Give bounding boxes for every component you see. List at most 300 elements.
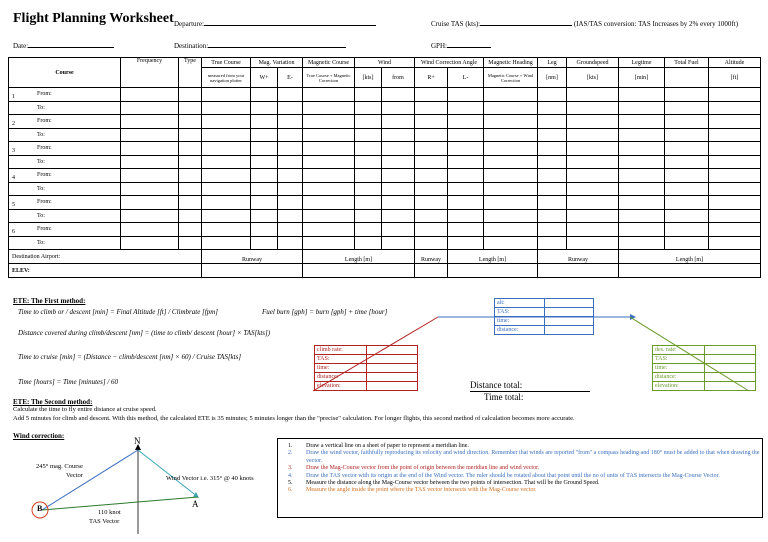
leg-data-cell[interactable] [538, 142, 567, 156]
length-1: Length [m] [303, 250, 415, 264]
leg-data-cell[interactable] [355, 128, 382, 142]
elev-label: ELEV: [9, 264, 202, 278]
leg-to-cell[interactable] [9, 209, 121, 223]
date-label: Date: [13, 42, 29, 50]
profile-field-label: TAS: [653, 355, 705, 363]
leg-data-cell[interactable] [448, 101, 484, 115]
time-total: Time total: [484, 392, 524, 402]
leg-data-cell[interactable] [202, 182, 251, 196]
step-text: Draw a vertical line on a sheet of paper to represent a meridian line. [306, 443, 469, 449]
col-type: Type [179, 58, 202, 88]
col-magnetic-heading: Magnetic Heading [484, 58, 538, 68]
leg-data-cell[interactable] [567, 209, 619, 223]
leg-data-cell[interactable] [355, 236, 382, 250]
leg-data-cell[interactable] [484, 155, 538, 169]
leg-data-cell[interactable] [484, 223, 538, 237]
leg-data-cell[interactable] [303, 101, 355, 115]
destination-label: Destination: [174, 42, 209, 50]
formula-fuel: Fuel burn [gph] = burn [gph] + time [hour] [262, 308, 388, 316]
leg-to-cell[interactable] [9, 182, 121, 196]
profile-field-label: TAS: [315, 355, 367, 363]
profile-field-label: distance: [653, 373, 705, 381]
leg-data-cell[interactable] [709, 128, 761, 142]
leg-data-cell[interactable] [665, 101, 709, 115]
profile-field-value[interactable] [367, 355, 417, 363]
leg-data-cell[interactable] [665, 223, 709, 237]
leg-data-cell[interactable] [121, 236, 179, 250]
leg-data-cell[interactable] [538, 101, 567, 115]
leg-data-cell[interactable] [567, 142, 619, 156]
magnetic-heading-sub: Magnetic Course + Wind Correction [487, 72, 534, 83]
leg-data-cell[interactable] [448, 155, 484, 169]
leg-data-cell[interactable] [303, 196, 355, 210]
leg-data-cell[interactable] [448, 169, 484, 183]
leg-to-cell[interactable] [9, 236, 121, 250]
mag-w: W+ [251, 68, 278, 88]
from-label: From: [37, 226, 52, 233]
profile-field-row [653, 346, 755, 354]
profile-field-value[interactable] [705, 346, 755, 354]
leg-number: 3 [12, 148, 15, 154]
leg-data-cell[interactable] [415, 142, 448, 156]
leg-data-cell[interactable] [709, 88, 761, 102]
leg-data-cell[interactable] [448, 223, 484, 237]
leg-from-cell[interactable] [9, 142, 121, 156]
profile-field-row [315, 372, 417, 381]
leg-data-cell[interactable] [709, 182, 761, 196]
leg-data-cell[interactable] [484, 209, 538, 223]
leg-data-cell[interactable] [121, 142, 179, 156]
step-text: Draw the wind vector, faithfully reproducing its velocity and wind direction. Remember that winds are reported "from" a compass heading and 180° must be added to that when drawing the vector. [306, 450, 760, 464]
leg-data-cell[interactable] [382, 223, 415, 237]
profile-field-row [653, 363, 755, 372]
leg-data-cell[interactable] [382, 101, 415, 115]
leg-data-cell[interactable] [567, 88, 619, 102]
formula-climb: Time to climb or / descent [min] = Final Altitude [ft] / Climbrate [fpm] [18, 308, 219, 316]
profile-field-value[interactable] [367, 346, 417, 354]
leg-data-cell[interactable] [484, 182, 538, 196]
leg-data-cell[interactable] [278, 101, 303, 115]
profile-field-label: distance: [315, 373, 367, 381]
leg-data-cell[interactable] [355, 101, 382, 115]
date-field[interactable] [13, 39, 114, 50]
leg-data-cell[interactable] [303, 115, 355, 129]
leg-data-cell[interactable] [448, 209, 484, 223]
second-method-line1: Calculate the time to fly entire distance at cruise speed. [13, 406, 157, 413]
profile-field-value[interactable] [367, 373, 417, 381]
north-label: N [134, 436, 141, 446]
leg-data-cell[interactable] [709, 236, 761, 250]
leg-data-cell[interactable] [415, 223, 448, 237]
leg-data-cell[interactable] [251, 196, 278, 210]
leg-data-cell[interactable] [202, 169, 251, 183]
profile-field-label: time: [495, 317, 545, 325]
profile-field-value[interactable] [367, 364, 417, 372]
leg-data-cell[interactable] [709, 223, 761, 237]
step-number: 1. [288, 443, 293, 449]
leg-data-cell[interactable] [665, 128, 709, 142]
leg-data-cell[interactable] [303, 142, 355, 156]
step-number: 6. [288, 487, 293, 494]
leg-data-cell[interactable] [251, 115, 278, 129]
leg-data-cell[interactable] [665, 155, 709, 169]
gph-field[interactable] [431, 39, 491, 50]
leg-data-cell[interactable] [619, 182, 665, 196]
leg-data-cell[interactable] [619, 155, 665, 169]
leg-data-cell[interactable] [278, 209, 303, 223]
leg-data-cell[interactable] [567, 196, 619, 210]
leg-data-cell[interactable] [619, 209, 665, 223]
leg-data-cell[interactable] [709, 155, 761, 169]
leg-data-cell[interactable] [448, 88, 484, 102]
leg-to-cell[interactable] [9, 101, 121, 115]
leg-data-cell[interactable] [619, 101, 665, 115]
ete-second-title: ETE: The Second method: [13, 398, 93, 406]
leg-data-cell[interactable] [665, 196, 709, 210]
wind-correction-title: Wind correction: [13, 432, 65, 440]
wind-vector [138, 450, 198, 497]
leg-data-cell[interactable] [382, 142, 415, 156]
leg-data-cell[interactable] [382, 169, 415, 183]
leg-data-cell[interactable] [179, 209, 202, 223]
leg-data-cell[interactable] [251, 223, 278, 237]
leg-data-cell[interactable] [448, 115, 484, 129]
point-b-label: B [37, 504, 43, 513]
leg-data-cell[interactable] [303, 88, 355, 102]
leg-data-cell[interactable] [355, 223, 382, 237]
leg-row-2-to [9, 128, 761, 142]
profile-field-value[interactable] [705, 364, 755, 372]
leg-data-cell[interactable] [202, 142, 251, 156]
leg-data-cell[interactable] [709, 209, 761, 223]
leg-data-cell[interactable] [709, 169, 761, 183]
cruise-tas-field[interactable] [431, 17, 738, 28]
profile-field-label: alt: [495, 299, 545, 307]
leg-data-cell[interactable] [355, 209, 382, 223]
leg-from-cell[interactable] [9, 88, 121, 102]
leg-data-cell[interactable] [538, 236, 567, 250]
leg-data-cell[interactable] [303, 223, 355, 237]
leg-data-cell[interactable] [251, 236, 278, 250]
profile-field-label: time: [653, 364, 705, 372]
leg-data-cell[interactable] [278, 88, 303, 102]
leg-data-cell[interactable] [538, 128, 567, 142]
leg-data-cell[interactable] [415, 169, 448, 183]
col-groundspeed: Groundspeed [567, 58, 619, 68]
point-a-label: A [192, 499, 199, 509]
leg-data-cell[interactable] [538, 182, 567, 196]
leg-data-cell[interactable] [251, 155, 278, 169]
profile-field-value[interactable] [705, 373, 755, 381]
leg-data-cell[interactable] [303, 169, 355, 183]
leg-to-cell[interactable] [9, 155, 121, 169]
leg-data-cell[interactable] [121, 128, 179, 142]
profile-field-value[interactable] [545, 317, 593, 325]
leg-data-cell[interactable] [179, 142, 202, 156]
leg-data-cell[interactable] [303, 209, 355, 223]
leg-data-cell[interactable] [179, 88, 202, 102]
leg-data-cell[interactable] [303, 155, 355, 169]
to-label: To: [37, 239, 45, 246]
to-label: To: [37, 212, 45, 219]
leg-data-cell[interactable] [484, 128, 538, 142]
leg-data-cell[interactable] [619, 142, 665, 156]
leg-data-cell[interactable] [251, 88, 278, 102]
profile-field-row [315, 363, 417, 372]
leg-row-3-from [9, 142, 761, 156]
leg-data-cell[interactable] [121, 169, 179, 183]
profile-field-row [495, 316, 593, 325]
climb-box [314, 345, 418, 391]
leg-data-cell[interactable] [278, 115, 303, 129]
leg-data-cell[interactable] [251, 101, 278, 115]
leg-data-cell[interactable] [179, 236, 202, 250]
leg-data-cell[interactable] [415, 236, 448, 250]
to-label: To: [37, 158, 45, 165]
leg-data-cell[interactable] [415, 88, 448, 102]
leg-data-cell[interactable] [415, 101, 448, 115]
profile-field-row [495, 299, 593, 307]
to-label: To: [37, 185, 45, 192]
leg-data-cell[interactable] [121, 115, 179, 129]
leg-data-cell[interactable] [121, 223, 179, 237]
leg-data-cell[interactable] [567, 101, 619, 115]
step-item [278, 487, 762, 494]
leg-data-cell[interactable] [484, 115, 538, 129]
from-label: From: [37, 145, 52, 152]
worksheet-title: Flight Planning Worksheet [13, 11, 174, 26]
leg-data-cell[interactable] [121, 209, 179, 223]
leg-data-cell[interactable] [619, 223, 665, 237]
leg-data-cell[interactable] [567, 236, 619, 250]
cruise-tas-label: Cruise TAS (kts): [431, 20, 481, 28]
col-magnetic-course: Magnetic Course [303, 58, 355, 68]
leg-data-cell[interactable] [484, 196, 538, 210]
leg-data-cell[interactable] [538, 223, 567, 237]
col-mag-variation: Mag. Variation [251, 58, 303, 68]
leg-to-cell[interactable] [9, 128, 121, 142]
leg-data-cell[interactable] [665, 182, 709, 196]
leg-data-cell[interactable] [121, 182, 179, 196]
leg-data-cell[interactable] [251, 142, 278, 156]
leg-data-cell[interactable] [415, 128, 448, 142]
leg-data-cell[interactable] [382, 236, 415, 250]
leg-data-cell[interactable] [202, 101, 251, 115]
leg-data-cell[interactable] [448, 182, 484, 196]
leg-data-cell[interactable] [202, 128, 251, 142]
leg-data-cell[interactable] [665, 236, 709, 250]
leg-data-cell[interactable] [484, 142, 538, 156]
leg-data-cell[interactable] [567, 155, 619, 169]
from-label: From: [37, 172, 52, 179]
leg-data-cell[interactable] [665, 88, 709, 102]
leg-data-cell[interactable] [567, 169, 619, 183]
leg-data-cell[interactable] [538, 115, 567, 129]
step-item [278, 465, 762, 472]
leg-data-cell[interactable] [355, 155, 382, 169]
leg-data-cell[interactable] [665, 115, 709, 129]
leg-data-cell[interactable] [709, 196, 761, 210]
leg-data-cell[interactable] [251, 128, 278, 142]
leg-data-cell[interactable] [484, 88, 538, 102]
leg-data-cell[interactable] [484, 169, 538, 183]
step-text: Measure the angle inside the point where the TAS vector intersects with the Mag-Course vector. [306, 487, 537, 494]
leg-data-cell[interactable] [619, 88, 665, 102]
leg-data-cell[interactable] [448, 236, 484, 250]
leg-data-cell[interactable] [202, 209, 251, 223]
ete-first-title: ETE: The First method: [13, 297, 86, 305]
from-label: From: [37, 199, 52, 206]
col-legtime: Legtime [619, 58, 665, 68]
profile-field-row [653, 354, 755, 363]
leg-data-cell[interactable] [538, 209, 567, 223]
step-text: Draw the Mag-Course vector from the point of origin between the meridian line and wind vector. [306, 465, 540, 472]
profile-field-row [653, 372, 755, 381]
leg-data-cell[interactable] [251, 182, 278, 196]
leg-data-cell[interactable] [538, 169, 567, 183]
leg-number: 5 [12, 202, 15, 208]
leg-data-cell[interactable] [382, 155, 415, 169]
leg-data-cell[interactable] [567, 182, 619, 196]
profile-field-value[interactable] [545, 308, 593, 316]
leg-data-cell[interactable] [121, 88, 179, 102]
leg-from-cell[interactable] [9, 169, 121, 183]
leg-data-cell[interactable] [415, 196, 448, 210]
leg-data-cell[interactable] [619, 236, 665, 250]
departure-field[interactable] [174, 17, 376, 28]
leg-data-cell[interactable] [251, 209, 278, 223]
profile-field-row [495, 325, 593, 334]
leg-data-cell[interactable] [484, 101, 538, 115]
leg-data-cell[interactable] [355, 142, 382, 156]
step-number: 5. [288, 480, 293, 487]
gph-label: GPH: [431, 42, 447, 50]
leg-data-cell[interactable] [303, 128, 355, 142]
length-2: Length [m] [448, 250, 538, 264]
leg-data-cell[interactable] [179, 155, 202, 169]
leg-data-cell[interactable] [538, 155, 567, 169]
leg-data-cell[interactable] [484, 236, 538, 250]
leg-data-cell[interactable] [415, 155, 448, 169]
leg-data-cell[interactable] [355, 196, 382, 210]
leg-data-cell[interactable] [567, 115, 619, 129]
leg-data-cell[interactable] [278, 155, 303, 169]
leg-row-6-from [9, 223, 761, 237]
leg-data-cell[interactable] [619, 115, 665, 129]
leg-data-cell[interactable] [278, 196, 303, 210]
leg-data-cell[interactable] [121, 196, 179, 210]
leg-data-cell[interactable] [665, 209, 709, 223]
leg-data-cell[interactable] [355, 88, 382, 102]
leg-data-cell[interactable] [179, 128, 202, 142]
leg-data-cell[interactable] [179, 101, 202, 115]
leg-data-cell[interactable] [278, 223, 303, 237]
leg-data-cell[interactable] [448, 128, 484, 142]
leg-data-cell[interactable] [179, 169, 202, 183]
leg-data-cell[interactable] [121, 155, 179, 169]
leg-data-cell[interactable] [665, 142, 709, 156]
col-total-fuel: Total Fuel [665, 58, 709, 68]
leg-data-cell[interactable] [382, 182, 415, 196]
leg-data-cell[interactable] [382, 128, 415, 142]
wind-correction-steps [277, 438, 763, 518]
leg-row-5-from [9, 196, 761, 210]
leg-data-cell[interactable] [415, 182, 448, 196]
leg-data-cell[interactable] [121, 101, 179, 115]
profile-field-value[interactable] [705, 355, 755, 363]
leg-data-cell[interactable] [709, 115, 761, 129]
leg-from-cell[interactable] [9, 223, 121, 237]
profile-field-row [495, 307, 593, 316]
leg-data-cell[interactable] [303, 236, 355, 250]
profile-field-value[interactable] [705, 382, 755, 390]
leg-data-cell[interactable] [202, 223, 251, 237]
leg-data-cell[interactable] [355, 115, 382, 129]
leg-data-cell[interactable] [415, 209, 448, 223]
leg-data-cell[interactable] [709, 142, 761, 156]
leg-data-cell[interactable] [448, 196, 484, 210]
leg-data-cell[interactable] [202, 115, 251, 129]
leg-data-cell[interactable] [278, 128, 303, 142]
leg-data-cell[interactable] [382, 209, 415, 223]
leg-data-cell[interactable] [303, 182, 355, 196]
cruise-box [494, 298, 594, 335]
leg-data-cell[interactable] [278, 142, 303, 156]
leg-data-cell[interactable] [278, 169, 303, 183]
leg-data-cell[interactable] [355, 182, 382, 196]
leg-data-cell[interactable] [202, 88, 251, 102]
leg-data-cell[interactable] [415, 115, 448, 129]
leg-data-cell[interactable] [619, 128, 665, 142]
true-course-sub: measured from your navigation plotter [207, 72, 245, 83]
leg-data-cell[interactable] [278, 236, 303, 250]
profile-field-value[interactable] [545, 326, 593, 334]
leg-row-5-to [9, 209, 761, 223]
leg-data-cell[interactable] [619, 196, 665, 210]
leg-data-cell[interactable] [382, 88, 415, 102]
step-item [278, 480, 762, 487]
leg-data-cell[interactable] [709, 101, 761, 115]
leg-data-cell[interactable] [179, 182, 202, 196]
profile-field-value[interactable] [367, 382, 417, 390]
leg-data-cell[interactable] [355, 169, 382, 183]
leg-data-cell[interactable] [251, 169, 278, 183]
leg-data-cell[interactable] [202, 196, 251, 210]
leg-data-cell[interactable] [202, 155, 251, 169]
leg-data-cell[interactable] [179, 196, 202, 210]
leg-data-cell[interactable] [665, 169, 709, 183]
col-wca: Wind Correction Angle [415, 58, 484, 68]
leg-data-cell[interactable] [179, 223, 202, 237]
course-vector-label-1: 245° mag. Course [36, 463, 83, 470]
leg-data-cell[interactable] [619, 169, 665, 183]
leg-from-cell[interactable] [9, 115, 121, 129]
profile-field-value[interactable] [545, 299, 593, 307]
profile-field-row [653, 381, 755, 390]
leg-data-cell[interactable] [567, 128, 619, 142]
leg-data-cell[interactable] [202, 236, 251, 250]
leg-data-cell[interactable] [382, 196, 415, 210]
leg-data-cell[interactable] [538, 88, 567, 102]
leg-data-cell[interactable] [278, 182, 303, 196]
leg-data-cell[interactable] [538, 196, 567, 210]
leg-data-cell[interactable] [382, 115, 415, 129]
leg-from-cell[interactable] [9, 196, 121, 210]
leg-data-cell[interactable] [567, 223, 619, 237]
destination-field[interactable] [174, 39, 346, 50]
leg-data-cell[interactable] [448, 142, 484, 156]
leg-data-cell[interactable] [179, 115, 202, 129]
